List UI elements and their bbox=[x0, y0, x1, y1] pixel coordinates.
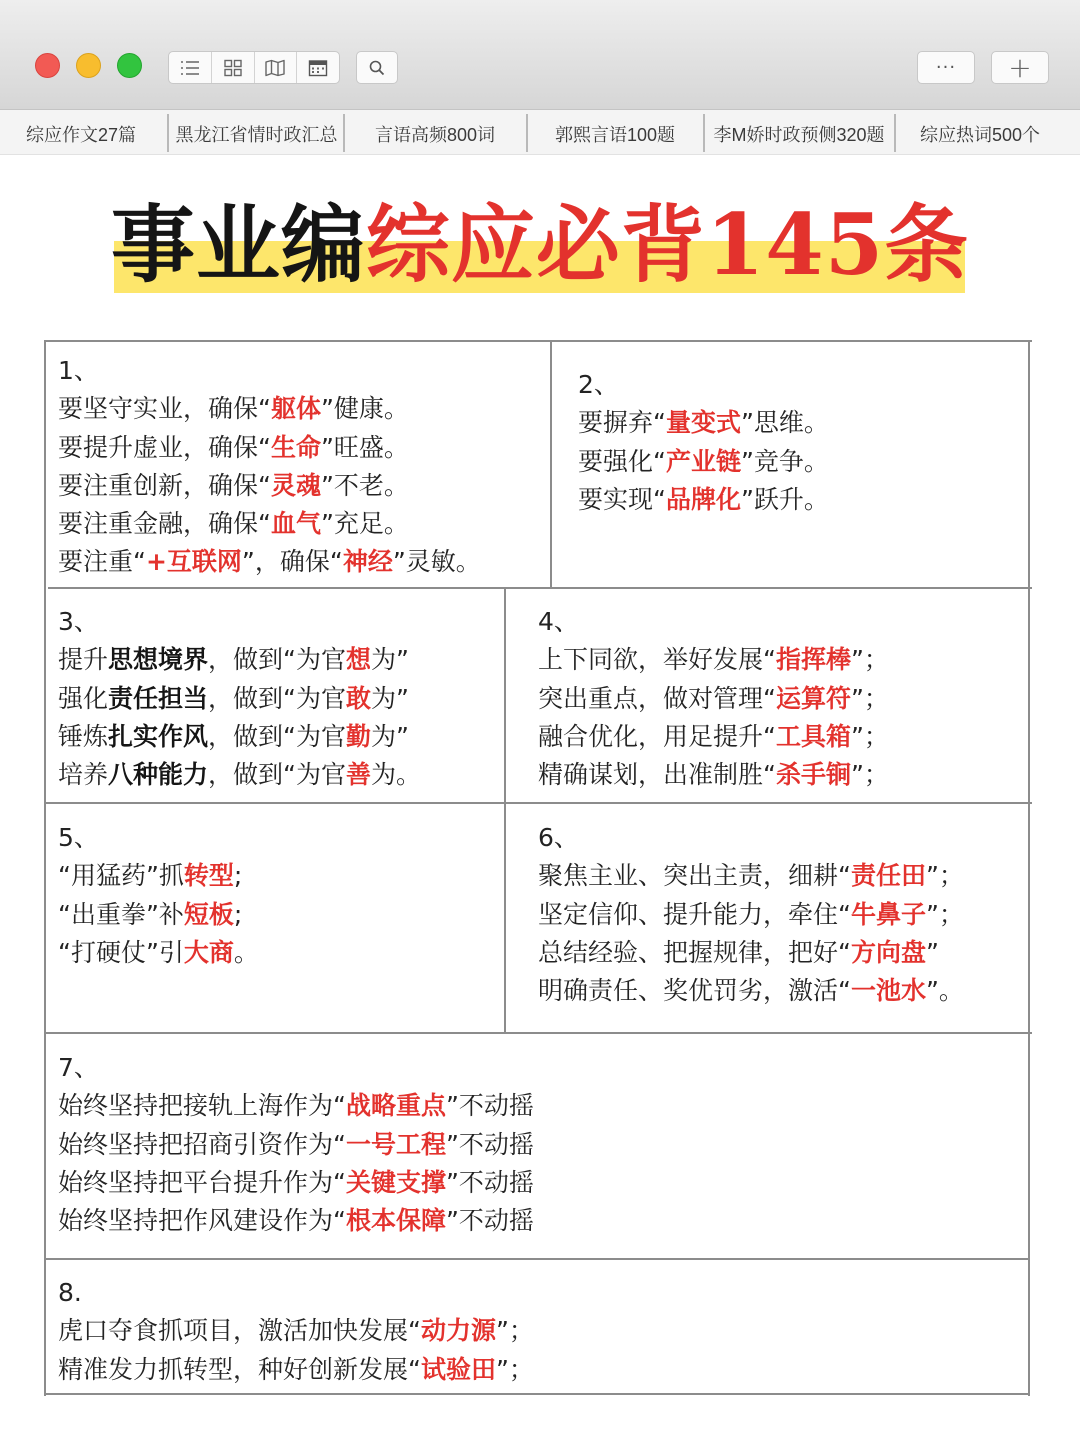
text-segment: 要强化“ bbox=[578, 446, 666, 476]
section-line bbox=[538, 680, 889, 718]
section-line bbox=[58, 1202, 534, 1240]
text-segment: 始终坚持把作风建设作为“ bbox=[58, 1206, 346, 1236]
text-segment: 突出重点，做对管理“ bbox=[538, 683, 776, 713]
section-8 bbox=[58, 1274, 534, 1389]
bookmark-item[interactable]: 李M娇时政预侧320题 bbox=[713, 125, 885, 145]
section-number: 7、 bbox=[58, 1053, 99, 1082]
grid-line bbox=[44, 340, 1032, 342]
highlight-term: 生命 bbox=[270, 432, 321, 462]
window-titlebar bbox=[0, 0, 1080, 110]
section-number: 3、 bbox=[58, 607, 99, 636]
section-7 bbox=[58, 1049, 534, 1240]
section-line bbox=[58, 390, 481, 428]
section-line bbox=[58, 641, 421, 679]
grid-line bbox=[550, 340, 552, 587]
text-segment: “用猛药”抓 bbox=[58, 861, 184, 891]
grid-line bbox=[48, 587, 1032, 589]
map-icon bbox=[264, 59, 286, 77]
section-line bbox=[58, 1164, 534, 1202]
text-segment: 始终坚持把平台提升作为“ bbox=[58, 1167, 346, 1197]
highlight-term: 想 bbox=[345, 645, 371, 675]
highlight-term: 血气 bbox=[270, 509, 321, 539]
text-segment: 为” bbox=[371, 683, 409, 713]
list-view-button[interactable] bbox=[169, 52, 212, 83]
bookmark-item[interactable]: 综应热词500个 bbox=[919, 125, 1041, 145]
text-segment: 培养 bbox=[58, 760, 109, 790]
highlight-term: 勤 bbox=[345, 721, 371, 751]
highlight-term: 指挥棒 bbox=[775, 645, 851, 675]
bold-term: 责任担当 bbox=[108, 683, 209, 713]
text-segment: 总结经验、把握规律，把好“ bbox=[538, 937, 851, 967]
highlight-term: 关键支撑 bbox=[345, 1167, 446, 1197]
section-5 bbox=[58, 819, 259, 972]
grid-line bbox=[44, 1032, 1032, 1034]
section-line bbox=[538, 857, 964, 895]
text-segment: 为” bbox=[371, 721, 409, 751]
text-segment: ”旺盛。 bbox=[320, 432, 409, 462]
text-segment: 聚焦主业、突出主责，细耕“ bbox=[538, 861, 851, 891]
highlight-term: 根本保障 bbox=[345, 1206, 446, 1236]
highlight-term: 一号工程 bbox=[345, 1129, 446, 1159]
view-mode-segmented-control bbox=[168, 51, 340, 84]
section-line bbox=[58, 857, 259, 895]
section-line bbox=[58, 1312, 534, 1350]
text-segment: ”健康。 bbox=[320, 394, 409, 424]
grid-view-button[interactable] bbox=[212, 52, 255, 83]
section-line bbox=[58, 680, 421, 718]
grid-line bbox=[504, 587, 506, 1032]
section-line bbox=[58, 505, 481, 543]
text-segment: 坚定信仰、提升能力，牵住“ bbox=[538, 899, 851, 929]
grid-line bbox=[44, 802, 1032, 804]
text-segment: 精准发力抓转型，种好创新发展“ bbox=[58, 1354, 421, 1384]
text-segment: ”； bbox=[925, 899, 964, 929]
highlight-term: +互联网 bbox=[145, 547, 242, 577]
text-segment: 要坚守实业，确保“ bbox=[58, 394, 271, 424]
highlight-term: 短板 bbox=[183, 899, 234, 929]
text-segment: ”不动摇 bbox=[445, 1167, 534, 1197]
text-segment: ”； bbox=[850, 760, 889, 790]
bold-term: 八种能力 bbox=[108, 760, 209, 790]
bookmark-item[interactable]: 言语高频800词 bbox=[374, 125, 496, 145]
highlight-term: 一池水 bbox=[850, 976, 926, 1006]
grid-line bbox=[44, 1393, 1028, 1395]
bookmark-divider bbox=[167, 114, 169, 152]
bookmark-item[interactable]: 黑龙江省情时政汇总 bbox=[175, 125, 338, 145]
map-view-button[interactable] bbox=[255, 52, 298, 83]
highlight-term: 试验田 bbox=[420, 1354, 496, 1384]
section-line bbox=[58, 1126, 534, 1164]
text-segment: ”； bbox=[495, 1354, 534, 1384]
section-number: 2、 bbox=[578, 370, 619, 399]
text-segment: ”思维。 bbox=[740, 408, 829, 438]
grid-line bbox=[44, 1258, 1030, 1260]
section-line bbox=[58, 467, 481, 505]
section-number: 8. bbox=[58, 1278, 82, 1307]
text-segment: 为。 bbox=[371, 760, 422, 790]
more-label: ··· bbox=[935, 57, 957, 78]
section-line bbox=[538, 641, 889, 679]
highlight-term: 牛鼻子 bbox=[850, 899, 926, 929]
section-number: 4、 bbox=[538, 607, 579, 636]
highlight-term: 动力源 bbox=[420, 1316, 496, 1346]
text-segment: ”不动摇 bbox=[445, 1206, 534, 1236]
text-segment: 要摒弃“ bbox=[578, 408, 666, 438]
text-segment: ，做到“为官 bbox=[208, 760, 346, 790]
text-segment: ”竞争。 bbox=[740, 446, 829, 476]
text-segment: ”，确保“ bbox=[241, 547, 343, 577]
page-title bbox=[0, 190, 1080, 300]
text-segment: 要注重“ bbox=[58, 547, 146, 577]
section-line bbox=[538, 934, 964, 972]
search-button[interactable] bbox=[356, 51, 398, 84]
text-segment: 为” bbox=[371, 645, 409, 675]
section-4 bbox=[538, 603, 889, 794]
text-segment: 要实现“ bbox=[578, 484, 666, 514]
section-2 bbox=[578, 366, 829, 519]
list-icon bbox=[179, 59, 201, 77]
highlight-term: 转型 bbox=[183, 861, 234, 891]
highlight-term: 产业链 bbox=[665, 446, 741, 476]
text-segment: 要注重金融，确保“ bbox=[58, 509, 271, 539]
grid-icon bbox=[223, 59, 243, 77]
section-line bbox=[538, 972, 964, 1010]
bookmarks-bar bbox=[0, 110, 1080, 155]
text-segment: ; bbox=[233, 899, 243, 929]
calendar-icon bbox=[308, 59, 328, 77]
section-line bbox=[58, 896, 259, 934]
text-segment: “出重拳”补 bbox=[58, 899, 184, 929]
text-segment: 要提升虚业，确保“ bbox=[58, 432, 271, 462]
section-line bbox=[58, 718, 421, 756]
zoom-window-button[interactable] bbox=[117, 53, 142, 78]
add-button[interactable] bbox=[991, 51, 1049, 84]
section-3 bbox=[58, 603, 421, 794]
section-line bbox=[58, 543, 481, 581]
bold-term: 思想境界 bbox=[108, 645, 209, 675]
section-line bbox=[58, 1351, 534, 1389]
section-line bbox=[578, 481, 829, 519]
section-line bbox=[58, 756, 421, 794]
content-grid bbox=[44, 340, 1032, 1396]
highlight-term: 善 bbox=[345, 760, 371, 790]
section-line bbox=[538, 718, 889, 756]
highlight-term: 灵魂 bbox=[270, 470, 321, 500]
highlight-term: 神经 bbox=[342, 547, 393, 577]
page-title-red: 综应必背145条 bbox=[365, 195, 970, 294]
add-label: + bbox=[1008, 50, 1032, 84]
text-segment: 上下同欲，举好发展“ bbox=[538, 645, 776, 675]
text-segment: ，做到“为官 bbox=[208, 645, 346, 675]
minimize-window-button[interactable] bbox=[76, 53, 101, 78]
text-segment: ”灵敏。 bbox=[392, 547, 481, 577]
highlight-term: 品牌化 bbox=[665, 484, 741, 514]
section-line bbox=[58, 934, 259, 972]
text-segment: ; bbox=[233, 861, 243, 891]
section-line bbox=[538, 896, 964, 934]
text-segment: ”不老。 bbox=[320, 470, 409, 500]
highlight-term: 工具箱 bbox=[775, 721, 851, 751]
text-segment: ”。 bbox=[925, 976, 964, 1006]
text-segment: 强化 bbox=[58, 683, 109, 713]
bookmark-item[interactable]: 郭熙言语100题 bbox=[554, 125, 676, 145]
section-line bbox=[538, 756, 889, 794]
text-segment: ”； bbox=[850, 721, 889, 751]
highlight-term: 责任田 bbox=[850, 861, 926, 891]
text-segment: 要注重创新，确保“ bbox=[58, 470, 271, 500]
text-segment: 虎口夺食抓项目，激活加快发展“ bbox=[58, 1316, 421, 1346]
section-6 bbox=[538, 819, 964, 1010]
text-segment: 。 bbox=[233, 937, 259, 967]
section-number: 1、 bbox=[58, 356, 99, 385]
text-segment: 始终坚持把接轨上海作为“ bbox=[58, 1091, 346, 1121]
more-options-button[interactable] bbox=[917, 51, 975, 84]
calendar-view-button[interactable] bbox=[297, 52, 339, 83]
text-segment: ，做到“为官 bbox=[208, 721, 346, 751]
close-window-button[interactable] bbox=[35, 53, 60, 78]
text-segment: ”跃升。 bbox=[740, 484, 829, 514]
highlight-term: 杀手锏 bbox=[775, 760, 851, 790]
text-segment: 明确责任、奖优罚劣，激活“ bbox=[538, 976, 851, 1006]
text-segment: “打硬仗”引 bbox=[58, 937, 184, 967]
section-line bbox=[578, 404, 829, 442]
bookmark-item[interactable]: 综应作文27篇 bbox=[25, 125, 137, 145]
section-line bbox=[578, 443, 829, 481]
text-segment: 精确谋划，出准制胜“ bbox=[538, 760, 776, 790]
text-segment: ”； bbox=[850, 683, 889, 713]
highlight-term: 方向盘 bbox=[850, 937, 926, 967]
section-number: 5、 bbox=[58, 823, 99, 852]
grid-line bbox=[1028, 340, 1030, 1396]
highlight-term: 运算符 bbox=[775, 683, 851, 713]
highlight-term: 敢 bbox=[345, 683, 371, 713]
section-1 bbox=[58, 352, 481, 582]
highlight-term: 躯体 bbox=[270, 394, 321, 424]
bold-term: 扎实作风 bbox=[108, 721, 209, 751]
section-number: 6、 bbox=[538, 823, 579, 852]
section-line bbox=[58, 429, 481, 467]
text-segment: 始终坚持把招商引资作为“ bbox=[58, 1129, 346, 1159]
highlight-term: 大商 bbox=[183, 937, 234, 967]
section-line bbox=[58, 1087, 534, 1125]
text-segment: ” bbox=[925, 937, 939, 967]
text-segment: 提升 bbox=[58, 645, 109, 675]
text-segment: ”； bbox=[850, 645, 889, 675]
highlight-term: 战略重点 bbox=[345, 1091, 446, 1121]
page-title-dark: 事业编 bbox=[110, 195, 366, 294]
highlight-term: 量变式 bbox=[665, 408, 741, 438]
text-segment: ，做到“为官 bbox=[208, 683, 346, 713]
text-segment: ”； bbox=[495, 1316, 534, 1346]
text-segment: 融合优化，用足提升“ bbox=[538, 721, 776, 751]
text-segment: ”； bbox=[925, 861, 964, 891]
text-segment: ”不动摇 bbox=[445, 1091, 534, 1121]
text-segment: ”充足。 bbox=[320, 509, 409, 539]
text-segment: 锤炼 bbox=[58, 721, 109, 751]
search-icon bbox=[368, 59, 386, 77]
text-segment: ”不动摇 bbox=[445, 1129, 534, 1159]
grid-line bbox=[44, 340, 46, 1396]
